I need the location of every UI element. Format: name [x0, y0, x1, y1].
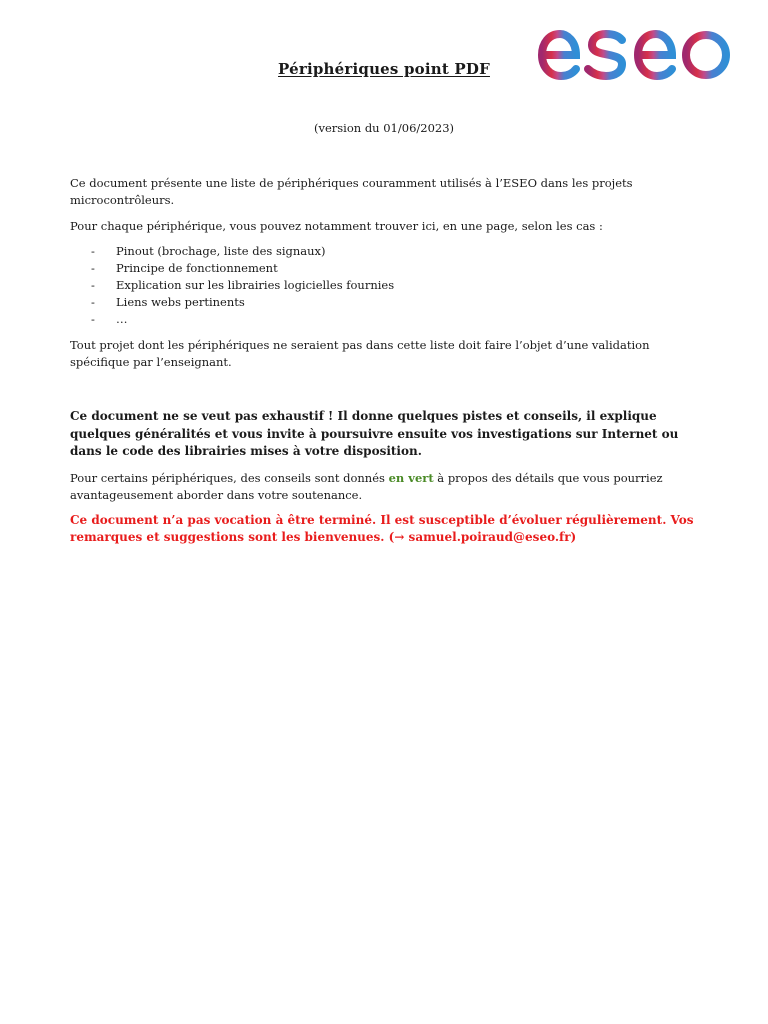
advice-text-after: à propos des détails que vous pourriez avantageusement aborder dans votre soutenance.	[70, 470, 663, 502]
list-item-text: …	[116, 312, 128, 326]
not-exhaustive-paragraph: Ce document ne se veut pas exhaustif ! Il donne quelques pistes et conseils, il explique quelques généralités et vous invite à poursuivre ensuite vos investigations sur Internet ou dans le code des librairies mises à votre disposition.	[70, 409, 679, 458]
advice-paragraph	[70, 470, 700, 504]
list-item-text: Liens webs pertinents	[116, 295, 245, 309]
list-dash: -	[91, 261, 95, 275]
list-item	[70, 294, 700, 311]
work-in-progress-notice: Ce document n’a pas vocation à être terminé. Il est susceptible d’évoluer régulièrement. Vos remarques et suggestions sont les bienvenues. (→ samuel.poiraud@eseo.fr)	[70, 512, 694, 544]
advice-text-before: Pour certains périphériques, des conseils sont donnés	[70, 470, 389, 485]
list-dash: -	[91, 244, 95, 258]
list-item	[70, 277, 700, 294]
list-item	[70, 260, 700, 277]
list-dash: -	[91, 278, 95, 292]
contents-list	[70, 243, 700, 328]
list-item	[70, 243, 700, 260]
green-highlight: en vert	[388, 470, 434, 485]
intro-paragraph: Ce document présente une liste de périphériques couramment utilisés à l’ESEO dans les projets microcontrôleurs.	[70, 176, 633, 207]
document-title: Périphériques point PDF	[278, 60, 490, 78]
list-dash: -	[91, 295, 95, 309]
list-item-text: Principe de fonctionnement	[116, 261, 278, 275]
version-date: (version du 01/06/2023)	[313, 121, 455, 135]
list-item-text: Pinout (brochage, liste des signaux)	[116, 244, 326, 258]
list-item-text: Explication sur les librairies logicielles fournies	[116, 278, 395, 292]
document-body	[70, 175, 700, 547]
list-item	[70, 311, 700, 328]
validation-paragraph: Tout projet dont les périphériques ne seraient pas dans cette liste doit faire l’objet d’une validation spécifique par l’enseignant.	[70, 338, 650, 369]
per-device-paragraph: Pour chaque périphérique, vous pouvez notamment trouver ici, en une page, selon les cas :	[70, 219, 603, 233]
list-dash: -	[91, 312, 95, 326]
